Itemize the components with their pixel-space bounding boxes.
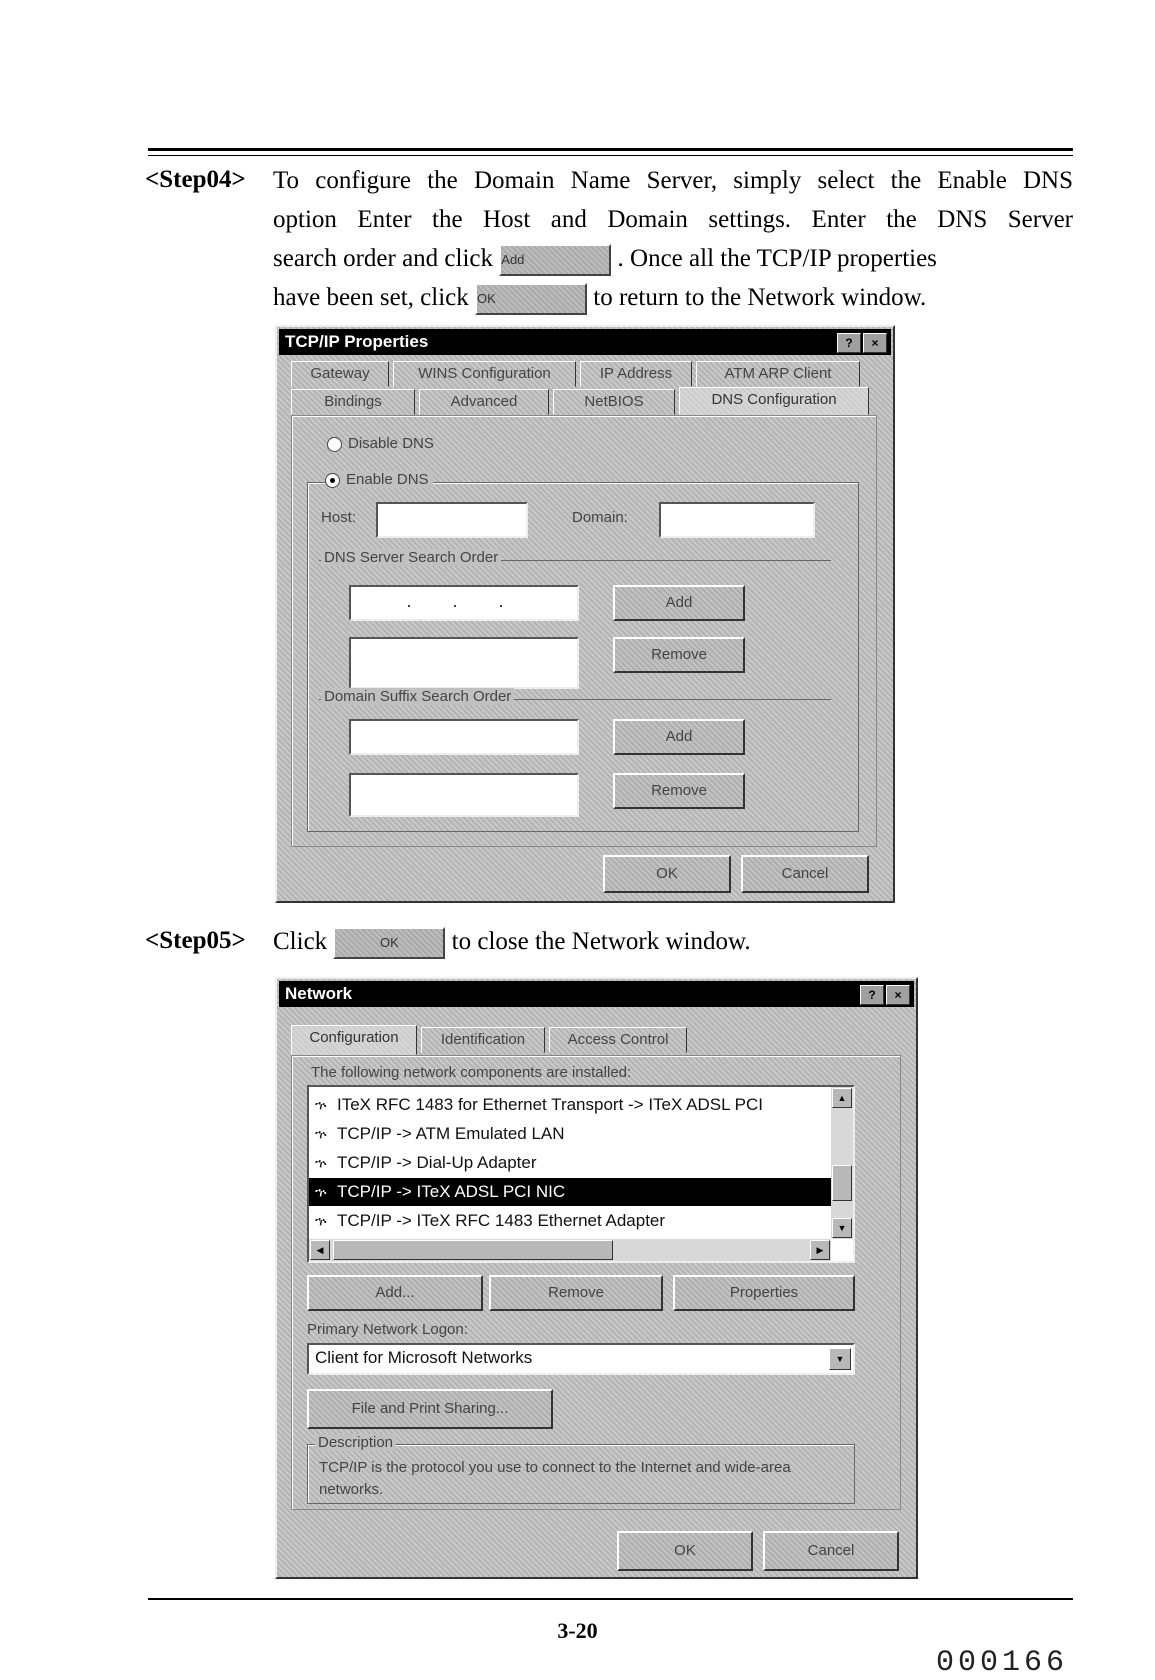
- list-item[interactable]: ኍ TCP/IP -> ATM Emulated LAN: [309, 1120, 831, 1148]
- page-number: 3-20: [557, 1618, 598, 1643]
- tab-gateway[interactable]: Gateway: [291, 361, 389, 387]
- suffix-remove-button[interactable]: Remove: [613, 773, 745, 809]
- remove-component-button[interactable]: Remove: [489, 1275, 663, 1311]
- dns-remove-button[interactable]: Remove: [613, 637, 745, 673]
- close-button[interactable]: ×: [863, 333, 887, 353]
- disable-dns-radio-dot: [327, 437, 342, 452]
- inline-add-button: Add: [499, 244, 611, 276]
- step05-paragraph: Click OK to close the Network window.: [273, 922, 1073, 961]
- add-component-button[interactable]: Add...: [307, 1275, 483, 1311]
- disable-dns-radio[interactable]: [327, 435, 434, 452]
- step04-label: <Step04>: [145, 166, 246, 193]
- top-rule-thin: [148, 155, 1073, 156]
- components-label: The following network components are installed:: [311, 1064, 632, 1081]
- description-label: Description: [315, 1434, 396, 1451]
- disable-dns-label: Disable DNS: [348, 435, 434, 452]
- enable-dns-radio-dot: [325, 473, 340, 488]
- vertical-scrollbar[interactable]: [831, 1087, 853, 1239]
- tab-advanced[interactable]: Advanced: [419, 389, 549, 415]
- network-title: Network: [285, 984, 353, 1003]
- host-label: Host:: [321, 509, 357, 526]
- tab-configuration[interactable]: Configuration: [291, 1025, 417, 1055]
- list-item[interactable]: ኍ ITeX RFC 1483 for Ethernet Transport -> ITeX ADSL PCI: [309, 1091, 831, 1119]
- domain-label: Domain:: [572, 509, 628, 526]
- suffix-add-button[interactable]: Add: [613, 719, 745, 755]
- horizontal-scrollbar[interactable]: [309, 1239, 831, 1261]
- network-component-icon: ኍ: [315, 1185, 327, 1201]
- tcpip-properties-dialog: [275, 325, 895, 903]
- network-component-icon: ኍ: [315, 1156, 327, 1172]
- tcpip-titlebar: [279, 329, 891, 355]
- tab-atm-arp-client[interactable]: ATM ARP Client: [696, 361, 860, 387]
- domain-input[interactable]: [659, 502, 815, 538]
- domain-suffix-search-order-label: Domain Suffix Search Order: [321, 688, 514, 705]
- step04-line1: To configure the Domain Name Server, simply select the Enable DNS: [273, 167, 1073, 194]
- top-rule: [148, 148, 1073, 151]
- tcpip-title: TCP/IP Properties: [285, 332, 429, 351]
- step05-label: <Step05>: [145, 927, 246, 954]
- tab-identification[interactable]: Identification: [421, 1027, 545, 1053]
- list-item-selected[interactable]: ኍ TCP/IP -> ITeX ADSL PCI NIC: [309, 1178, 831, 1206]
- tcpip-ok-button[interactable]: OK: [603, 855, 731, 893]
- step04-line4: have been set, click OK to return to the Network window.: [273, 278, 1073, 317]
- step04-line3: search order and click Add . Once all the TCP/IP properties: [273, 239, 1073, 278]
- scroll-up-icon[interactable]: ▲: [832, 1088, 852, 1108]
- step04-paragraph: [273, 161, 1073, 317]
- primary-logon-label: Primary Network Logon:: [307, 1321, 468, 1338]
- network-component-icon: ኍ: [315, 1127, 327, 1143]
- inline-ok-button: OK: [475, 283, 587, 315]
- dns-server-list[interactable]: [349, 637, 579, 689]
- dns-server-ip-input[interactable]: . . .: [349, 585, 579, 621]
- tab-access-control[interactable]: Access Control: [549, 1027, 687, 1053]
- chevron-down-icon[interactable]: ▼: [829, 1348, 851, 1370]
- components-listbox[interactable]: [307, 1085, 855, 1263]
- bottom-rule: [148, 1598, 1073, 1600]
- tab-dns-configuration[interactable]: DNS Configuration: [679, 387, 869, 415]
- file-print-sharing-button[interactable]: File and Print Sharing...: [307, 1389, 553, 1429]
- host-input[interactable]: [376, 502, 528, 538]
- dns-server-search-order-label: DNS Server Search Order: [321, 549, 501, 566]
- dns-add-button[interactable]: Add: [613, 585, 745, 621]
- properties-button[interactable]: Properties: [673, 1275, 855, 1311]
- tcpip-cancel-button[interactable]: Cancel: [741, 855, 869, 893]
- network-dialog: [275, 977, 918, 1579]
- help-button[interactable]: ?: [837, 333, 861, 353]
- network-cancel-button[interactable]: Cancel: [763, 1531, 899, 1571]
- tab-wins-configuration[interactable]: WINS Configuration: [393, 361, 576, 387]
- network-component-icon: ኍ: [315, 1214, 327, 1230]
- enable-dns-radio[interactable]: [325, 471, 433, 488]
- network-ok-button[interactable]: OK: [617, 1531, 753, 1571]
- vertical-scroll-thumb[interactable]: [832, 1165, 852, 1201]
- inline-ok-button-step05: OK: [333, 927, 445, 959]
- network-component-icon: ኍ: [315, 1098, 327, 1114]
- enable-dns-label: Enable DNS: [346, 471, 429, 488]
- scroll-down-icon[interactable]: ▼: [832, 1218, 852, 1238]
- domain-suffix-list[interactable]: [349, 773, 579, 817]
- list-item[interactable]: ኍ TCP/IP -> Dial-Up Adapter: [309, 1149, 831, 1177]
- step04-line2: option Enter the Host and Domain settings. Enter the DNS Server: [273, 206, 1073, 233]
- horizontal-scroll-thumb[interactable]: [333, 1240, 613, 1260]
- domain-suffix-input[interactable]: [349, 719, 579, 755]
- tab-ip-address[interactable]: IP Address: [580, 361, 692, 387]
- scroll-right-icon[interactable]: ▶: [810, 1240, 830, 1260]
- scroll-left-icon[interactable]: ◀: [310, 1240, 330, 1260]
- tab-netbios[interactable]: NetBIOS: [553, 389, 675, 415]
- network-titlebar: [279, 981, 914, 1007]
- tab-bindings[interactable]: Bindings: [291, 389, 415, 415]
- primary-logon-select[interactable]: Client for Microsoft Networks ▼: [307, 1343, 855, 1375]
- close-button[interactable]: ×: [886, 985, 910, 1005]
- document-serial-number: 000166: [936, 1646, 1069, 1680]
- description-text: TCP/IP is the protocol you use to connect to the Internet and wide-area networks.: [319, 1459, 791, 1498]
- help-button[interactable]: ?: [860, 985, 884, 1005]
- list-item[interactable]: ኍ TCP/IP -> ITeX RFC 1483 Ethernet Adapter: [309, 1207, 831, 1235]
